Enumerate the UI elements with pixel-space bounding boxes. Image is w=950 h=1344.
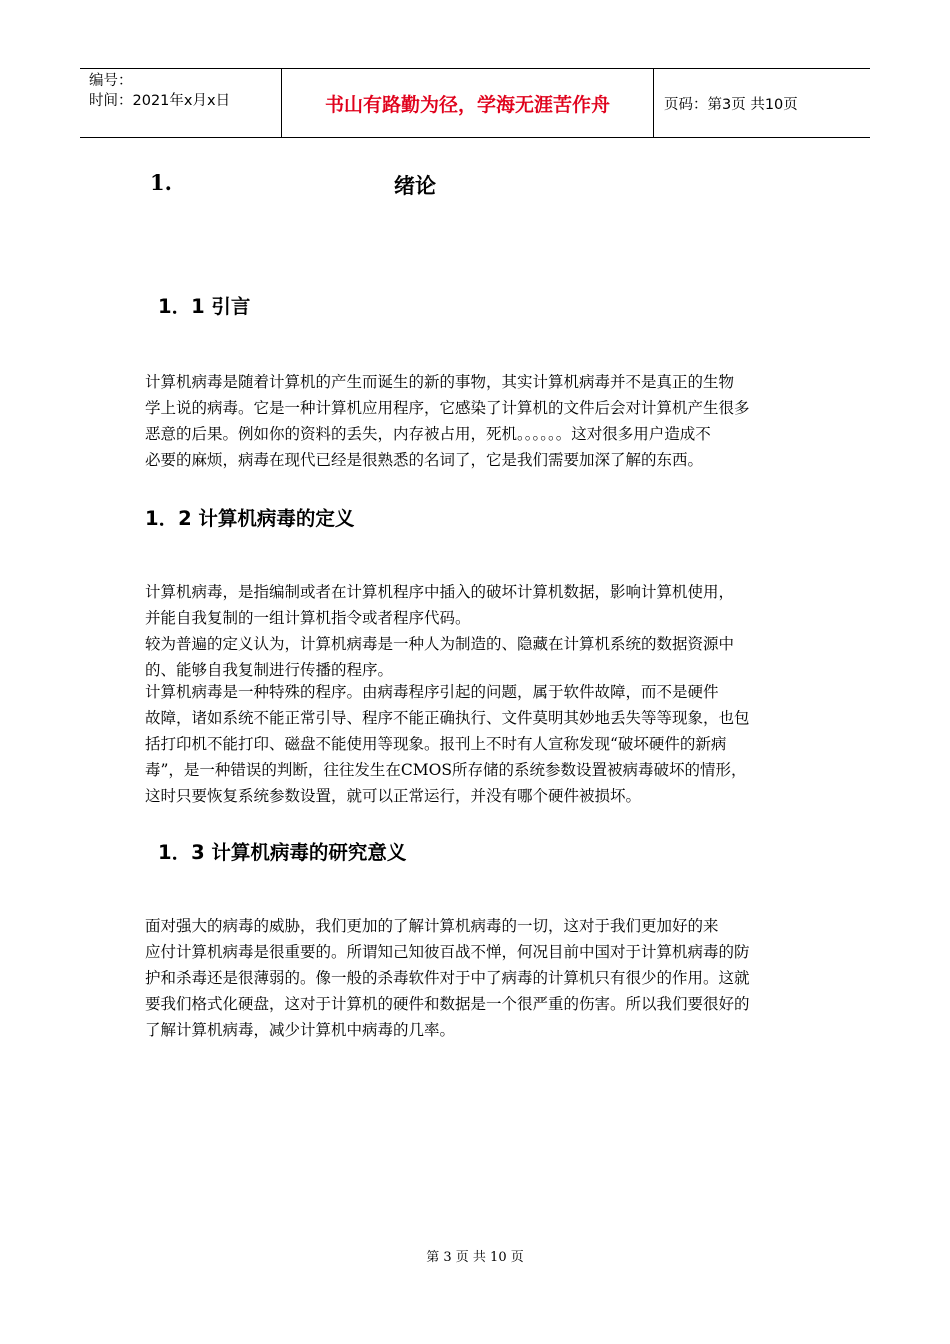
paragraph-line: 括打印机不能打印、磁盘不能使用等现象。报刊上不时有人宣称发现“破坏硬件的新病 — [145, 735, 727, 753]
paragraph-line: 计算机病毒，是指编制或者在计算机程序中插入的破坏计算机数据，影响计算机使用， — [145, 583, 735, 601]
paragraph-line: 并能自我复制的一组计算机指令或者程序代码。 — [145, 609, 471, 627]
paragraph-line: 计算机病毒是一种特殊的程序。由病毒程序引起的问题，属于软件故障，而不是硬件 — [145, 683, 719, 701]
header-motto: 书山有路勤为径，学海无涯苦作舟 — [282, 69, 654, 137]
paragraph-line: 故障，诸如系统不能正常引导、程序不能正确执行、文件莫明其妙地丢失等等现象，也包 — [145, 709, 750, 727]
paragraph-line: 护和杀毒还是很薄弱的。像一般的杀毒软件对于中了病毒的计算机只有很少的作用。这就 — [145, 969, 750, 987]
paragraph — [145, 369, 807, 473]
paragraph-line: 了解计算机病毒，减少计算机中病毒的几率。 — [145, 1021, 456, 1039]
paragraph-line: 计算机病毒是随着计算机的产生而诞生的新的事物，其实计算机病毒并不是真正的生物 — [145, 373, 735, 391]
paragraph-line: 面对强大的病毒的威胁，我们更加的了解计算机病毒的一切，这对于我们更加好的来 — [145, 917, 719, 935]
paragraph-line: 这时只要恢复系统参数设置，就可以正常运行，并没有哪个硬件被损坏。 — [145, 787, 642, 805]
header-page-info: 页码：第3页 共10页 — [664, 96, 798, 113]
paragraph-line: 毒”，是一种错误的判断，往往发生在CMOS所存储的系统参数设置被病毒破坏的情形， — [145, 761, 747, 779]
page-footer: 第 3 页 共 10 页 — [426, 1250, 524, 1265]
document-header — [80, 68, 870, 138]
section-heading-definition: 1．2 计算机病毒的定义 — [145, 507, 355, 530]
section-heading-significance: 1．3 计算机病毒的研究意义 — [158, 841, 407, 864]
chapter-title: 绪论 — [394, 173, 436, 198]
paragraph — [145, 631, 807, 683]
document-time-label: 时间：2021年x月x日 — [89, 93, 231, 109]
paragraph — [145, 579, 807, 631]
paragraph-line: 应付计算机病毒是很重要的。所谓知己知彼百战不惮，何况目前中国对于计算机病毒的防 — [145, 943, 750, 961]
chapter-number: 1. — [150, 170, 172, 195]
paragraph — [145, 913, 807, 1043]
header-meta — [80, 69, 282, 137]
paragraph — [145, 679, 807, 809]
document-number-label: 编号： — [89, 73, 133, 89]
paragraph-line: 的、能够自我复制进行传播的程序。 — [145, 661, 394, 679]
paragraph-line: 要我们格式化硬盘，这对于计算机的硬件和数据是一个很严重的伤害。所以我们要很好的 — [145, 995, 750, 1013]
paragraph-line: 恶意的后果。例如你的资料的丢失，内存被占用，死机。。。。。。这对很多用户造成不 — [145, 425, 711, 443]
paragraph-line: 学上说的病毒。它是一种计算机应用程序，它感染了计算机的文件后会对计算机产生很多 — [145, 399, 750, 417]
paragraph-line: 较为普遍的定义认为，计算机病毒是一种人为制造的、隐藏在计算机系统的数据资源中 — [145, 635, 735, 653]
paragraph-line: 必要的麻烦，病毒在现代已经是很熟悉的名词了，它是我们需要加深了解的东西。 — [145, 451, 704, 469]
section-heading-intro: 1．1 引言 — [158, 295, 251, 318]
